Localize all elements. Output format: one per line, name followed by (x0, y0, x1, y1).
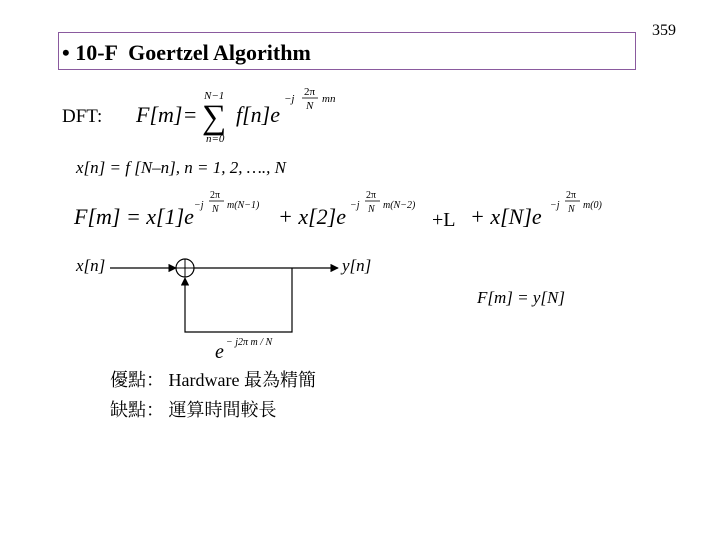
exp3-tail: m(0) (583, 200, 602, 211)
dft-exp-den: N (306, 100, 314, 112)
slide-title: • 10-F Goertzel Algorithm (62, 40, 311, 65)
expansion-lhs: F[m] = x[1]e (74, 204, 194, 229)
slide-title-text: 10-F Goertzel Algorithm (75, 40, 311, 65)
feedback-path (185, 268, 292, 332)
input-label: x[n] (76, 256, 106, 275)
dft-label: DFT: (62, 106, 103, 127)
cons-text: 缺點： 運算時間較長 (110, 400, 277, 420)
expansion-term2: + x[2]e (278, 204, 346, 229)
feedback-exponent: − j2π m / N (226, 337, 273, 348)
expansion-dots: +L (432, 209, 456, 231)
dft-sum-upper: N−1 (204, 90, 225, 102)
exp2-minus-j: −j (350, 200, 360, 211)
output-label: y[n] (342, 256, 372, 275)
dft-equals: = (184, 102, 197, 127)
pros-text: 優點： Hardware 最為精簡 (110, 370, 316, 390)
page-number: 359 (652, 22, 676, 39)
exp2-den: N (368, 204, 375, 215)
dft-exp-minus-j: −j (284, 93, 295, 105)
exp3-num: 2π (566, 190, 577, 201)
exp1-den: N (212, 204, 219, 215)
dft-exp-tail: mn (322, 93, 336, 105)
exp1-tail: m(N−1) (227, 200, 260, 211)
exp2-num: 2π (366, 190, 377, 201)
dft-exp-num: 2π (304, 86, 316, 98)
exp3-den: N (568, 204, 575, 215)
result-equation: F[m] = y[N] (477, 288, 565, 307)
exp2-tail: m(N−2) (383, 200, 416, 211)
feedback-base: e (215, 341, 224, 363)
dft-sum-lower: n=0 (206, 133, 225, 145)
expansion-term3: + x[N]e (470, 204, 542, 229)
exp1-minus-j: −j (194, 200, 204, 211)
exp1-num: 2π (210, 190, 221, 201)
dft-lhs: F[m] (136, 102, 183, 127)
dft-term: f[n]e (236, 102, 280, 127)
exp3-minus-j: −j (550, 200, 560, 211)
sigma-symbol: ∑ (202, 99, 227, 136)
definition-line: x[n] = f [N–n], n = 1, 2, …., N (76, 158, 286, 177)
